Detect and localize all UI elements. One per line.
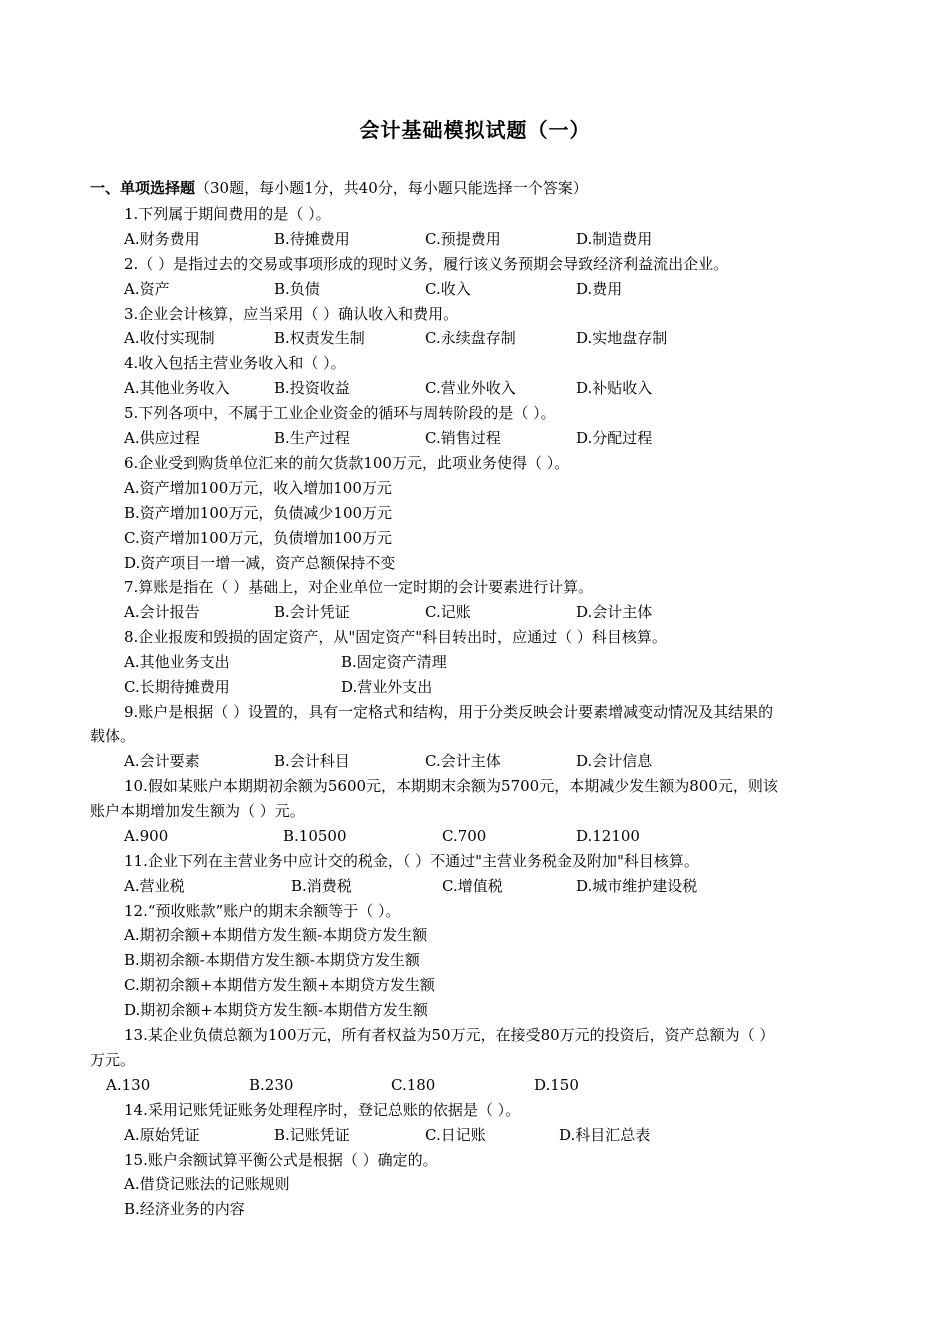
option: A.资产增加100万元，收入增加100万元 [124, 479, 392, 497]
option: A.借贷记账法的记账规则 [124, 1175, 290, 1193]
option: A.会计要素 [124, 752, 200, 770]
option: C.永续盘存制 [425, 329, 516, 347]
section-heading [90, 177, 588, 198]
option: A.900 [124, 827, 169, 845]
option: A.供应过程 [124, 429, 200, 447]
option: D.城市维护建设税 [576, 877, 698, 895]
option: B.待摊费用 [274, 230, 350, 248]
option: D.费用 [576, 280, 623, 298]
option: C.预提费用 [425, 230, 501, 248]
option: C.增值税 [442, 877, 503, 895]
option: B.生产过程 [274, 429, 350, 447]
option: D.会计主体 [576, 603, 653, 621]
option: A.原始凭证 [124, 1126, 200, 1144]
option: C.长期待摊费用 [124, 678, 230, 696]
question-stem: 7.算账是指在（ ）基础上，对企业单位一定时期的会计要素进行计算。 [124, 578, 594, 596]
option: A.资产 [124, 280, 170, 298]
option: D.期初余额+本期贷方发生额-本期借方发生额 [124, 1001, 428, 1019]
option: C.收入 [425, 280, 471, 298]
option: D.实地盘存制 [576, 329, 668, 347]
option: B.经济业务的内容 [124, 1200, 245, 1218]
question-stem: 9.账户是根据（ ）设置的，具有一定格式和结构，用于分类反映会计要素增减变动情况及其结果的 [124, 703, 774, 721]
option: A.会计报告 [124, 603, 200, 621]
option: B.230 [249, 1076, 294, 1094]
option: A.130 [106, 1076, 151, 1094]
option: C.180 [391, 1076, 436, 1094]
option: C.日记账 [425, 1126, 486, 1144]
question-stem: 10.假如某账户本期期初余额为5600元，本期期末余额为5700元，本期减少发生额为800元，则该 [124, 777, 778, 795]
option: D.补贴收入 [576, 379, 653, 397]
option: B.会计科目 [274, 752, 350, 770]
option: B.会计凭证 [274, 603, 350, 621]
option: C.期初余额+本期借方发生额+本期贷方发生额 [124, 976, 435, 994]
option: D.资产项目一增一减，资产总额保持不变 [124, 554, 396, 572]
option: A.营业税 [124, 877, 185, 895]
option: A.期初余额+本期借方发生额-本期贷方发生额 [124, 926, 428, 944]
question-stem-continued: 账户本期增加发生额为（ ）元。 [90, 802, 305, 820]
option: D.制造费用 [576, 230, 653, 248]
section-title: 一、单项选择题 [90, 179, 196, 197]
question-stem: 6.企业受到购货单位汇来的前欠货款100万元，此项业务使得（ ）。 [124, 454, 570, 472]
option: C.销售过程 [425, 429, 501, 447]
option: C.记账 [425, 603, 471, 621]
option: B.消费税 [291, 877, 352, 895]
option: A.其他业务收入 [124, 379, 230, 397]
question-stem-continued: 载体。 [90, 727, 136, 745]
option: D.12100 [576, 827, 640, 845]
option: A.收付实现制 [124, 329, 215, 347]
option: D.科目汇总表 [559, 1126, 651, 1144]
option: A.其他业务支出 [124, 653, 230, 671]
question-stem: 13.某企业负债总额为100万元，所有者权益为50万元，在接受80万元的投资后，资产总额为（ ） [124, 1026, 775, 1044]
question-stem: 12.“预收账款”账户的期末余额等于（ ）。 [124, 902, 401, 920]
page-title: 会计基础模拟试题（一） [359, 118, 591, 142]
option: B.10500 [283, 827, 347, 845]
option: D.营业外支出 [341, 678, 433, 696]
option: B.记账凭证 [274, 1126, 350, 1144]
question-stem-continued: 万元。 [90, 1051, 136, 1069]
option: A.财务费用 [124, 230, 200, 248]
question-stem: 11.企业下列在主营业务中应计交的税金，（ ）不通过"主营业务税金及附加"科目核算。 [124, 852, 699, 870]
question-stem: 3.企业会计核算，应当采用（ ）确认收入和费用。 [124, 305, 459, 323]
question-stem: 8.企业报废和毁损的固定资产，从"固定资产"科目转出时，应通过（ ）科目核算。 [124, 628, 667, 646]
section-note: （30题，每小题1分，共40分，每小题只能选择一个答案） [195, 179, 588, 197]
option: D.分配过程 [576, 429, 653, 447]
option: D.150 [534, 1076, 579, 1094]
option: B.资产增加100万元，负债减少100万元 [124, 504, 393, 522]
option: B.投资收益 [274, 379, 350, 397]
option: D.会计信息 [576, 752, 653, 770]
question-stem: 4.收入包括主营业务收入和（ ）。 [124, 354, 346, 372]
option: B.负债 [274, 280, 320, 298]
option: B.期初余额-本期借方发生额-本期贷方发生额 [124, 951, 420, 969]
option: C.营业外收入 [425, 379, 516, 397]
question-stem: 2.（ ）是指过去的交易或事项形成的现时义务，履行该义务预期会导致经济利益流出企业。 [124, 255, 729, 273]
option: C.会计主体 [425, 752, 501, 770]
question-stem: 5.下列各项中，不属于工业企业资金的循环与周转阶段的是（ ）。 [124, 404, 556, 422]
option: C.资产增加100万元，负债增加100万元 [124, 529, 392, 547]
question-stem: 15.账户余额试算平衡公式是根据（ ）确定的。 [124, 1151, 438, 1169]
question-stem: 14.采用记账凭证账务处理程序时，登记总账的依据是（ ）。 [124, 1101, 521, 1119]
option: B.权责发生制 [274, 329, 365, 347]
option: C.700 [442, 827, 487, 845]
option: B.固定资产清理 [341, 653, 447, 671]
question-stem: 1.下列属于期间费用的是（ ）。 [124, 205, 331, 223]
